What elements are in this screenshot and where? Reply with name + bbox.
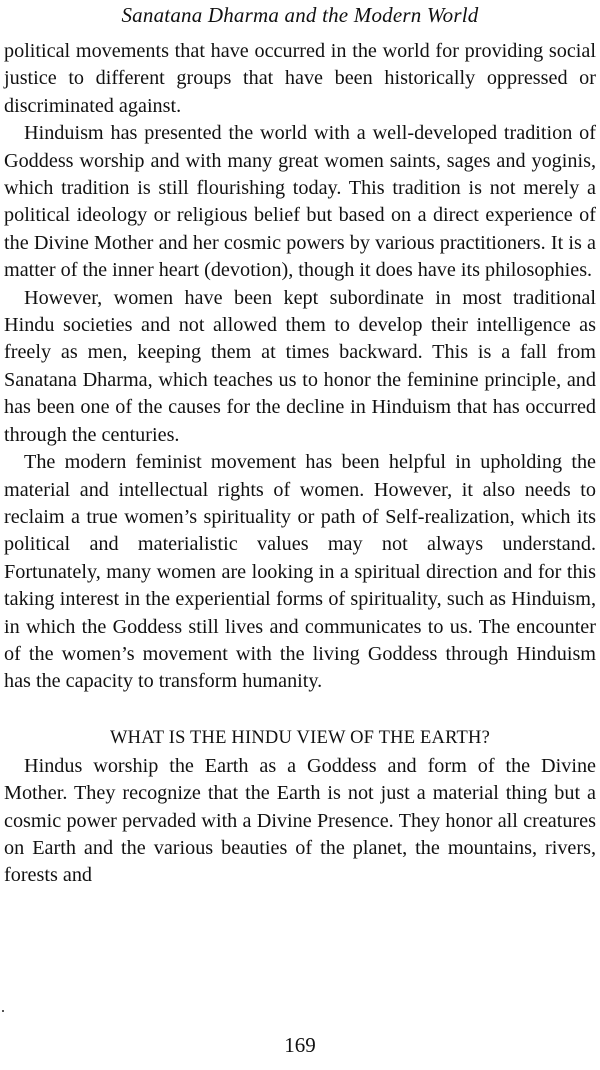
page-number: 169 <box>284 1033 316 1057</box>
paragraph-earth-view: Hindus worship the Earth as a Goddess and form of the Divine Mother. They recognize that the Earth is not just a material thing but a cosmic power pervaded with a Divine Presence. They honor all creatures on Earth and the various beauties of the planet, the mountains, rivers, forests and <box>4 754 596 887</box>
body-text <box>4 38 596 890</box>
section-heading: WHAT IS THE HINDU VIEW OF THE EARTH? <box>109 727 490 748</box>
margin-mark <box>2 1010 4 1012</box>
running-head: Sanatana Dharma and the Modern World <box>121 3 479 27</box>
paragraph-goddess-tradition: Hinduism has presented the world with a well-developed tradition of Goddess worship and with many great women saints, sages and yoginis, which tradition is still flourishing today. This tradition is not merely a political ideology or religious belief but based on a direct experience of the Divine Mother and her cosmic powers by various practitioners. It is a matter of the inner heart (devotion), though it does have its philosophies. <box>4 122 596 282</box>
paragraph-women-subordinate: However, women have been kept subordinate in most traditional Hindu societies and not allowed them to develop their intelligence as freely as men, keeping them at times backward. This is a fall from Sanatana Dharma, which teaches us to honor the feminine principle, and has been one of the causes for the decline in Hinduism that has occurred through the centuries. <box>4 286 596 446</box>
paragraph-continuation: political movements that have occurred in the world for providing social justice to different groups that have been historically oppressed or discriminated against. <box>4 40 596 117</box>
paragraph-feminist-movement: The modern feminist movement has been helpful in upholding the material and intellectual rights of women. However, it also needs to reclaim a true women’s spirituality or path of Self-realization, which its political and materialistic values may not always understand. Fortunately, many women are looking in a spiritual direction and for this taking interest in the experiential forms of spirituality, such as Hinduism, in which the Goddess still lives and communicates to us. The encounter of the women’s movement with the living Goddess through Hinduism has the capacity to transform humanity. <box>4 451 596 693</box>
